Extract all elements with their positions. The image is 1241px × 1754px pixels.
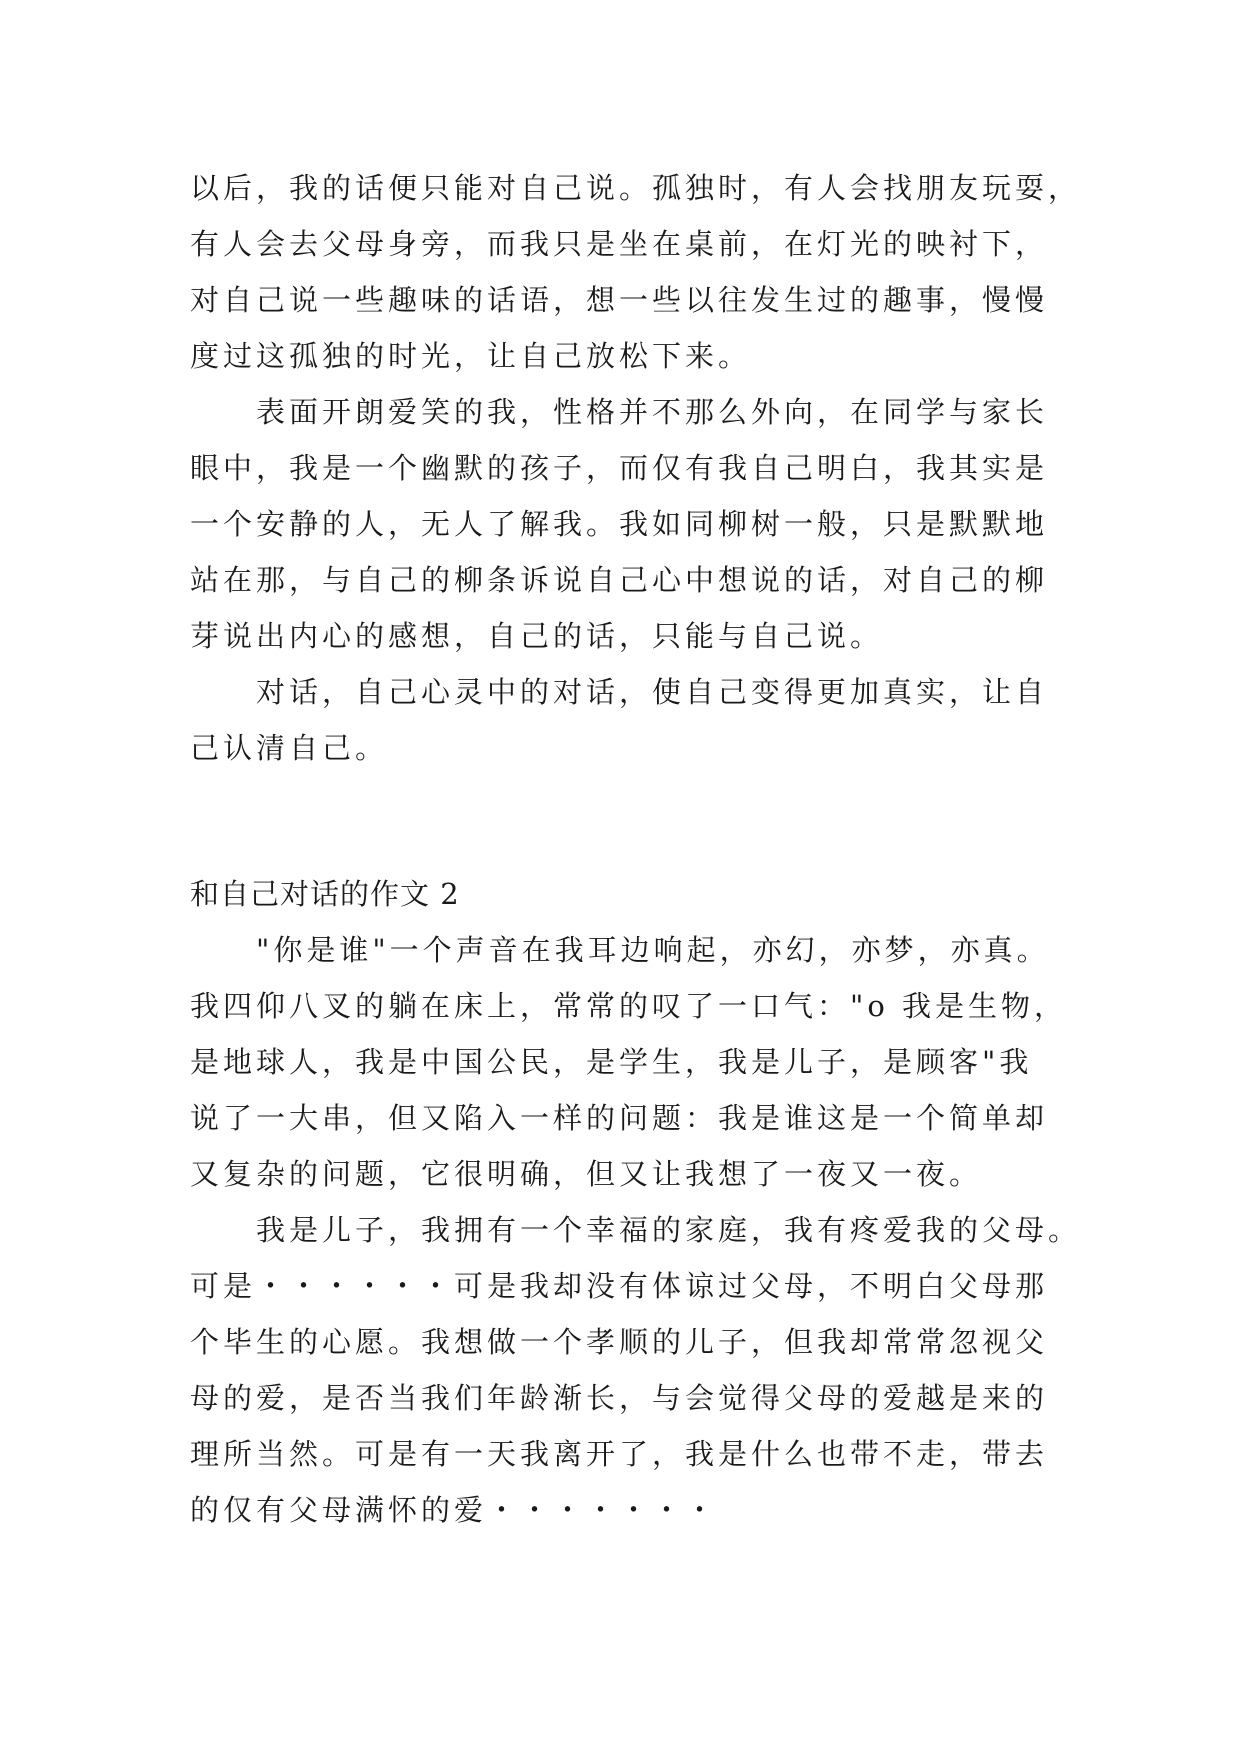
text-line: 站在那，与自己的柳条诉说自己心中想说的话，对自己的柳 [190, 563, 1049, 597]
text-line: 己认清自己。 [190, 731, 389, 765]
text-line: "你是谁"一个声音在我耳边响起，亦幻，亦梦，亦真。 [190, 933, 1050, 967]
essay-heading: 和自己对话的作文 2 [190, 877, 460, 911]
text-line: 的仅有父母满怀的爱・・・・・・・ [190, 1493, 719, 1527]
text-line: 对话，自己心灵中的对话，使自己变得更加真实，让自 [190, 675, 1049, 709]
text-line: 可是・・・・・・可是我却没有体谅过父母，不明白父母那 [190, 1269, 1049, 1303]
document-body [190, 160, 1082, 1538]
text-line: 理所当然。可是有一天我离开了，我是什么也带不走，带去 [190, 1437, 1049, 1471]
text-line: 是地球人，我是中国公民，是学生，我是儿子，是顾客"我 [190, 1045, 1033, 1079]
text-line: 我是儿子，我拥有一个幸福的家庭，我有疼爱我的父母。 [190, 1213, 1082, 1247]
text-line: 有人会去父母身旁，而我只是坐在桌前，在灯光的映衬下， [190, 227, 1049, 261]
text-line: 一个安静的人，无人了解我。我如同柳树一般，只是默默地 [190, 507, 1049, 541]
essay-section-2 [190, 866, 1082, 1538]
text-line: 芽说出内心的感想，自己的话，只能与自己说。 [190, 619, 884, 653]
section-spacer [190, 776, 1070, 866]
text-line: 母的爱，是否当我们年龄渐长，与会觉得父母的爱越是来的 [190, 1381, 1049, 1415]
text-line: 个毕生的心愿。我想做一个孝顺的儿子，但我却常常忽视父 [190, 1325, 1049, 1359]
text-line: 又复杂的问题，它很明确，但又让我想了一夜又一夜。 [190, 1157, 983, 1191]
text-line: 度过这孤独的时光，让自己放松下来。 [190, 339, 752, 373]
essay-section-1 [190, 160, 1082, 776]
text-line: 我四仰八叉的躺在床上，常常的叹了一口气："o 我是生物， [190, 989, 1068, 1023]
text-line: 表面开朗爱笑的我，性格并不那么外向，在同学与家长 [190, 395, 1049, 429]
text-line: 眼中，我是一个幽默的孩子，而仅有我自己明白，我其实是 [190, 451, 1049, 485]
text-line: 对自己说一些趣味的话语，想一些以往发生过的趣事，慢慢 [190, 283, 1049, 317]
text-line: 以后，我的话便只能对自己说。孤独时，有人会找朋友玩耍， [190, 171, 1082, 205]
text-line: 说了一大串，但又陷入一样的问题：我是谁这是一个简单却 [190, 1101, 1049, 1135]
